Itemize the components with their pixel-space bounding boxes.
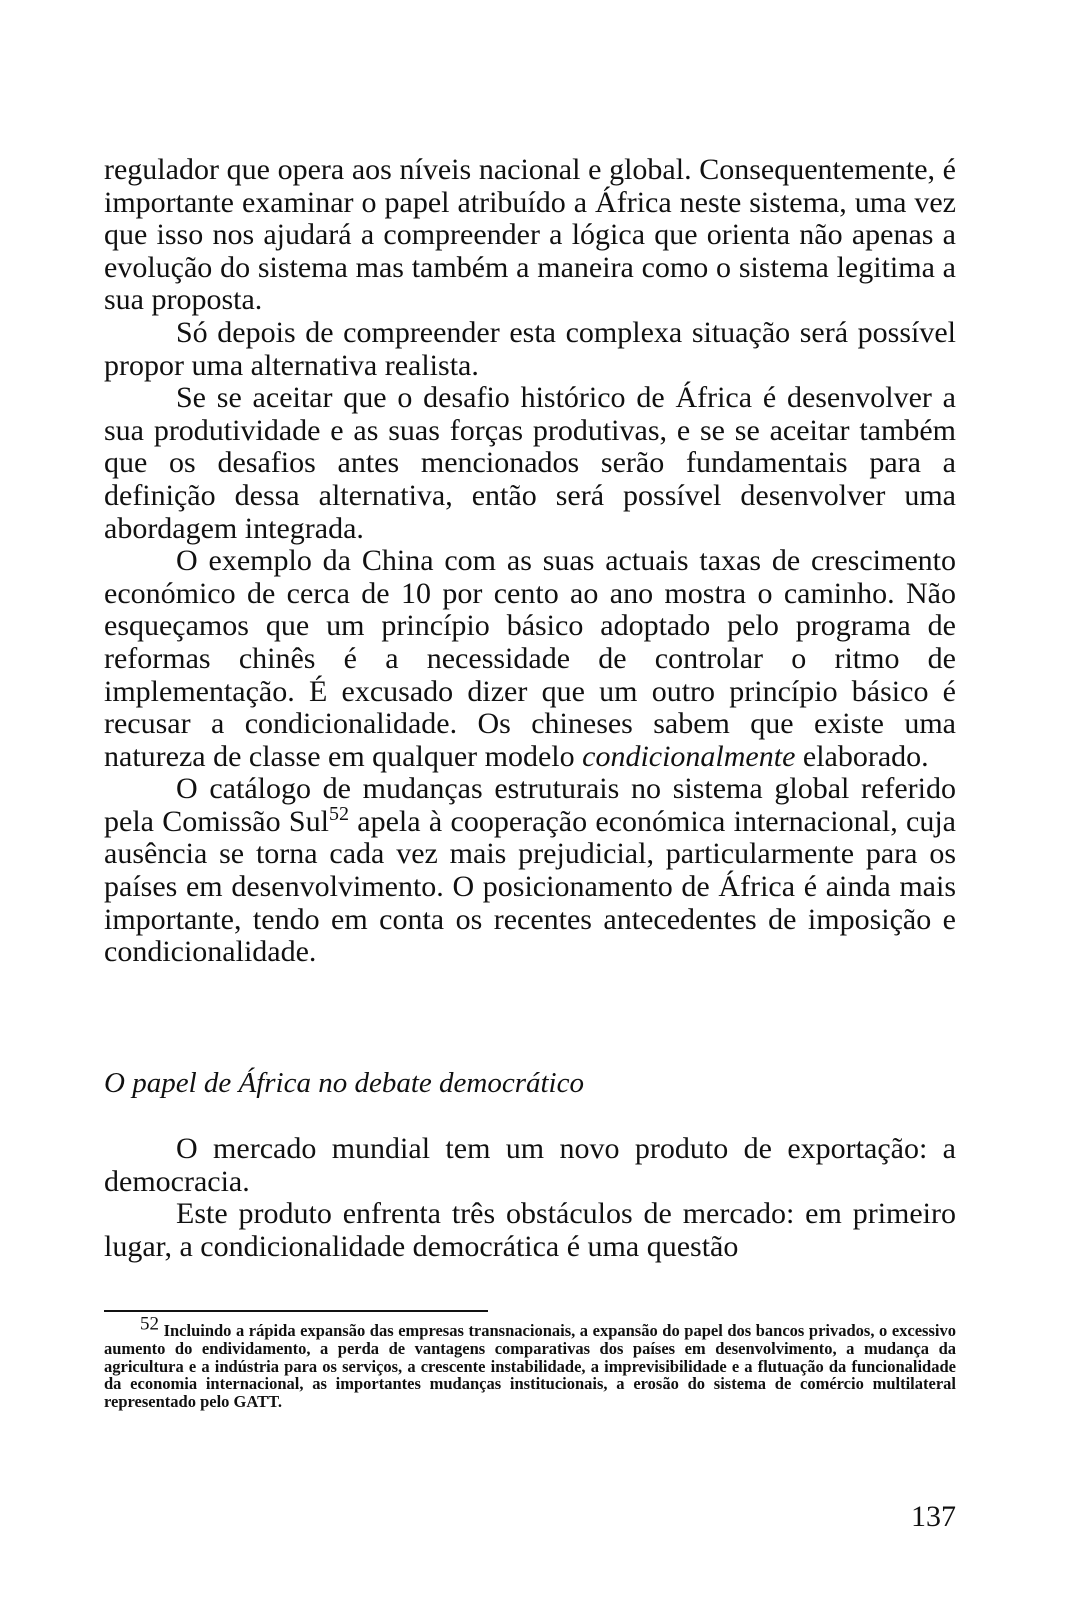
section-heading: O papel de África no debate democrático bbox=[104, 1067, 584, 1099]
paragraph-1: regulador que opera aos níveis nacional e global. Consequentemente, é importante examinar o papel atribuído a África neste sistema, uma vez que isso nos ajudará a compreender a lógica que orienta não apenas a evolução do sistema mas também a maneira como o sistema legitima a sua proposta. bbox=[104, 153, 956, 317]
paragraph-2: Só depois de compreender esta complexa situação será possível propor uma alternativa realista. bbox=[104, 315, 956, 382]
body-text bbox=[104, 154, 956, 969]
section-paragraph-1: O mercado mundial tem um novo produto de exportação: a democracia. bbox=[104, 1132, 956, 1198]
paragraph-4-text: O exemplo da China com as suas actuais taxas de crescimento económico de cerca de 10 por cento ao ano mostra o caminho. Não esqueçamos que um princípio básico adoptado pelo programa de reformas chinês é a necessidade de controlar o ritmo de implementação. É excusado dizer que um outro princípio básico é recusar a condicionalidade. Os chineses sabem que existe uma natureza de classe em qualquer modelo bbox=[104, 544, 956, 773]
paragraph-5-text: O catálogo de mudanças estruturais no sistema global referido pela Comissão Sul bbox=[104, 772, 956, 838]
footnote-reference: 52 bbox=[328, 802, 349, 825]
footnote bbox=[104, 1313, 956, 1412]
paragraph-4-italic: condicionalmente bbox=[582, 739, 796, 773]
page-number: 137 bbox=[911, 1500, 956, 1533]
paragraph-4 bbox=[104, 545, 956, 773]
footnote-divider bbox=[104, 1310, 488, 1312]
footnote-number: 52 bbox=[140, 1313, 159, 1335]
paragraph-5-end: apela à cooperação económica internacional, cuja ausência se torna cada vez mais prejudicial, particularmente para os países em desenvolvimento. O posicionamento de África é ainda mais importante, tendo em conta os recentes antecedentes de imposição e condicionalidade. bbox=[104, 804, 956, 969]
section-paragraph-2: Este produto enfrenta três obstáculos de mercado: em primeiro lugar, a condicionalidade democrática é uma questão bbox=[104, 1197, 956, 1263]
paragraph-3: Se se aceitar que o desafio histórico de África é desenvolver a sua produtividade e as suas forças produtivas, e se se aceitar também que os desafios antes mencionados serão fundamentais para a definição dessa alternativa, então será possível desenvolver uma abordagem integrada. bbox=[104, 381, 956, 545]
section-text bbox=[104, 1133, 956, 1263]
paragraph-5 bbox=[104, 773, 956, 969]
footnote-text: Incluindo a rápida expansão das empresas transnacionais, a expansão do papel dos bancos privados, o excessivo aumento do endividamento, a perda de vantagens comparativas dos países em desenvolvimento, a mudança da agricultura e a indústria para os serviços, a crescente instabilidade, a imprevisibilidade e a flutuação da funcionalidade da economia internacional, as importantes mudanças institucionais, a erosão do sistema de comércio multilateral representado pelo GATT. bbox=[104, 1321, 956, 1412]
paragraph-4-end: elaborado. bbox=[802, 739, 929, 773]
